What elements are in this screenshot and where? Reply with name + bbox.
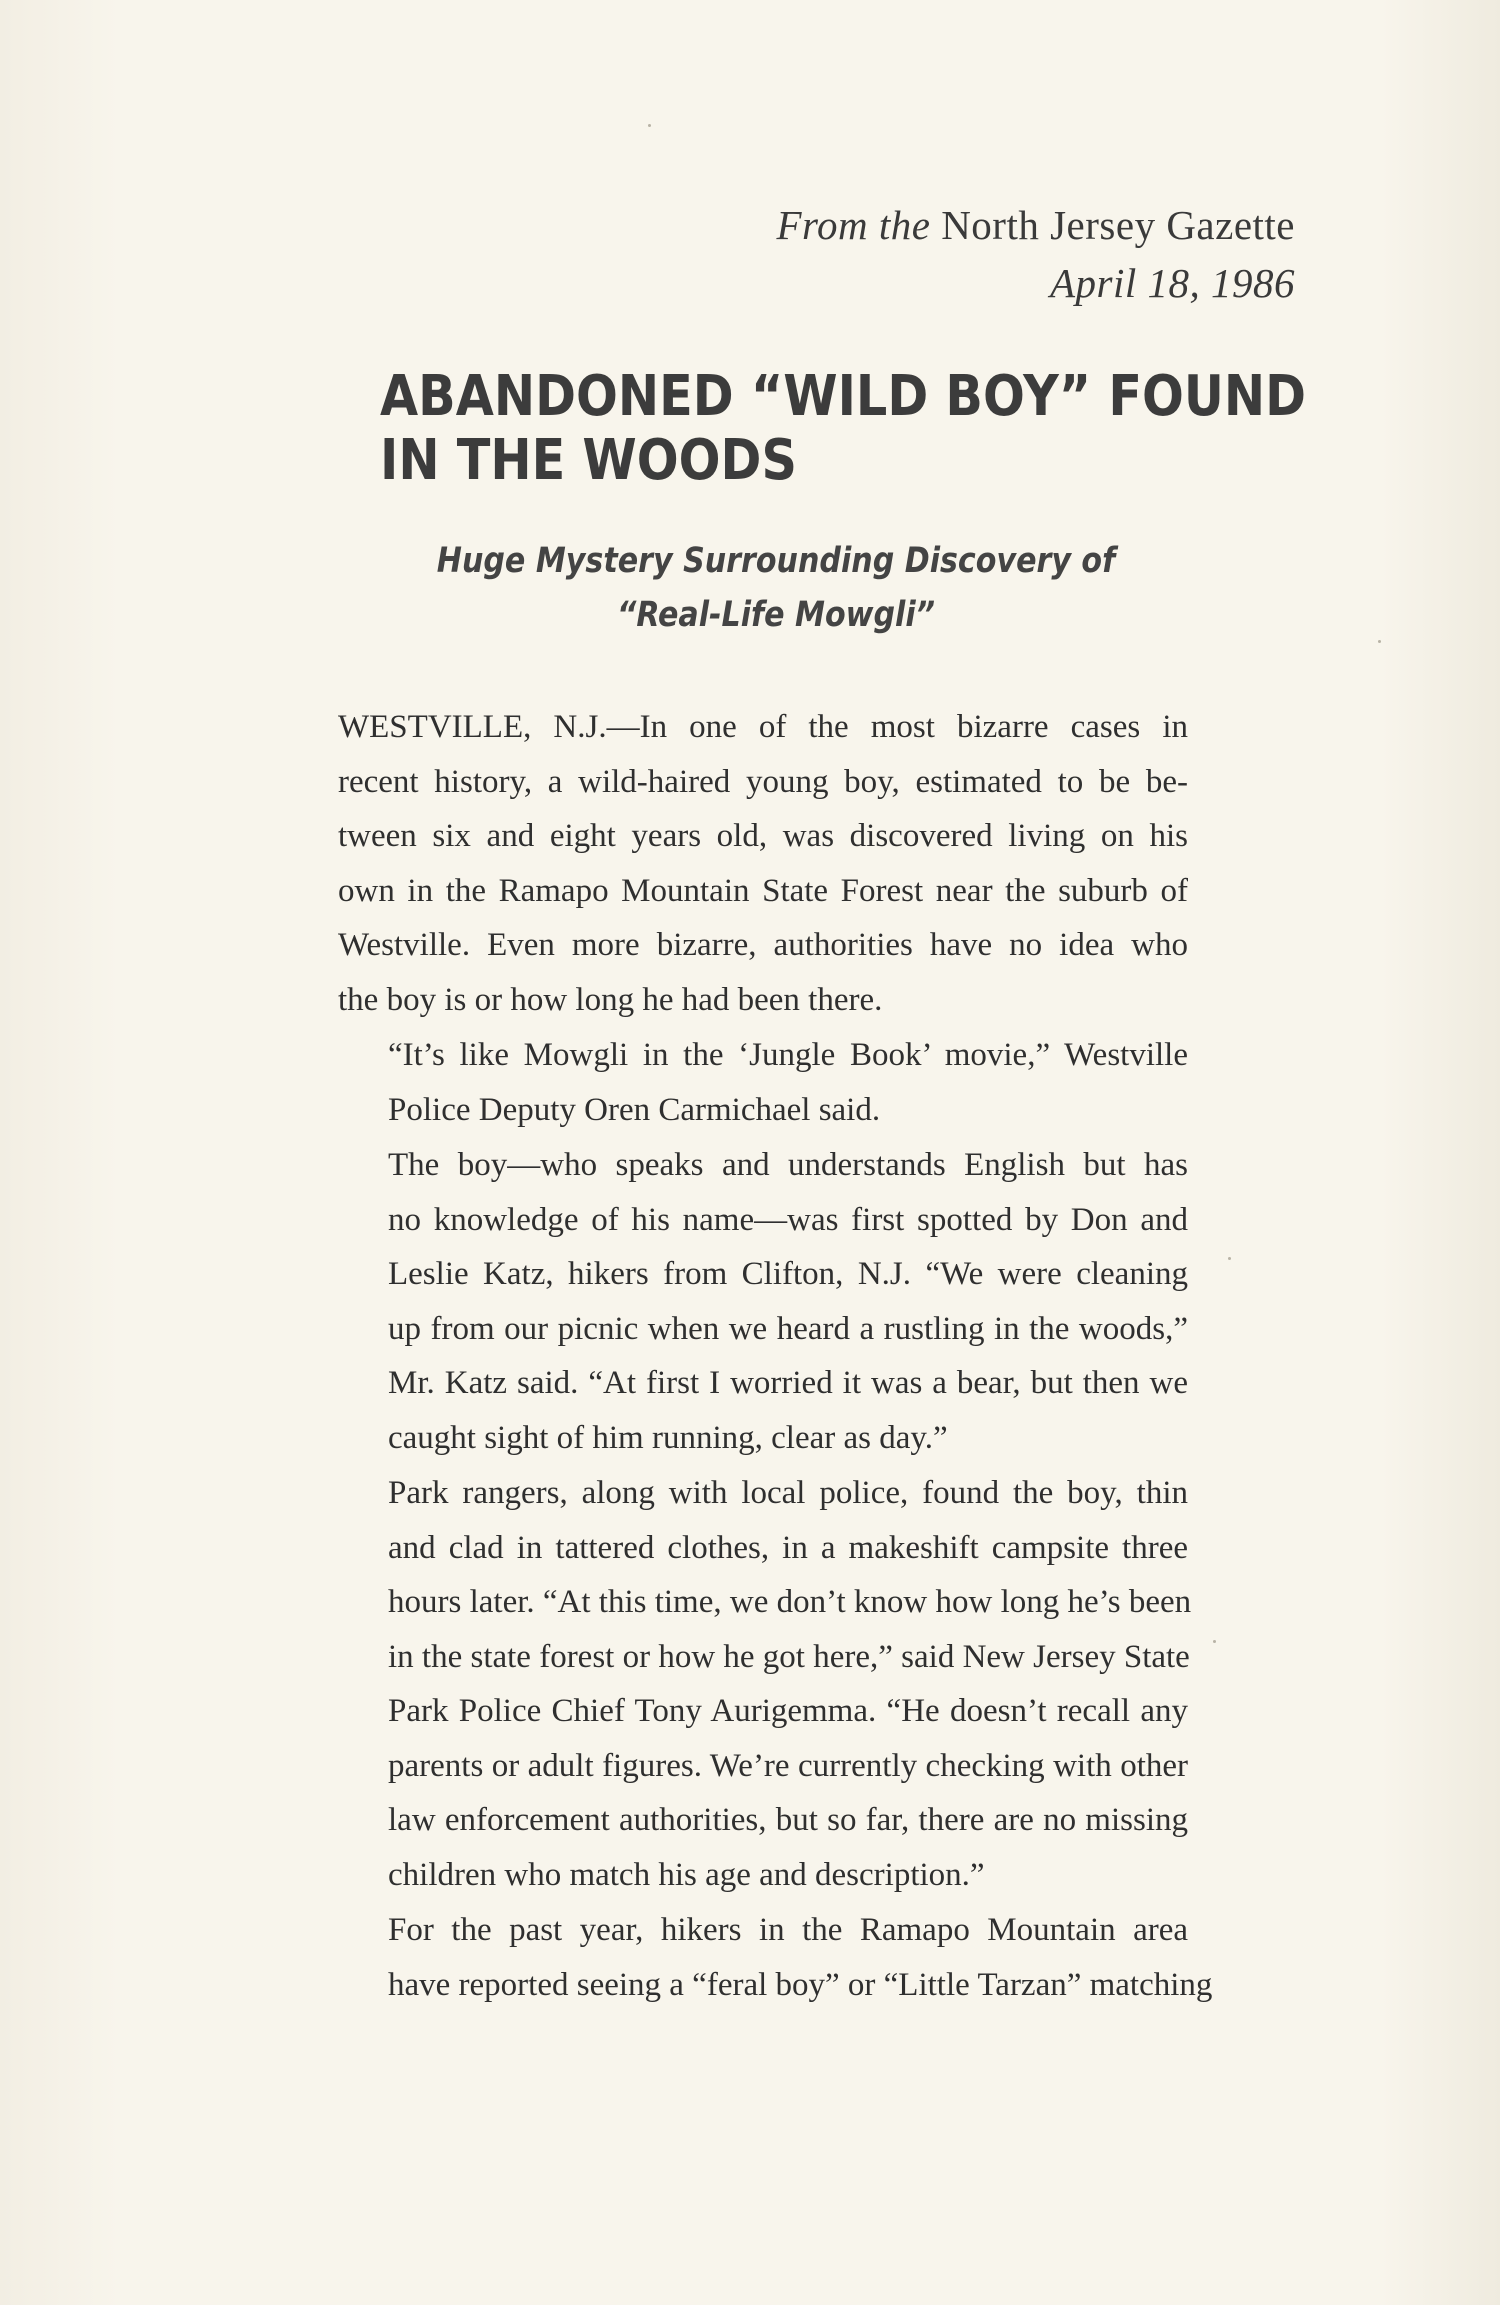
paper-speck (1213, 1640, 1216, 1643)
source-line (777, 196, 1295, 254)
article-line: parents or adult figures. We’re currently checking with other (388, 1747, 1188, 1784)
source-credit (777, 196, 1295, 312)
article-line: “It’s like Mowgli in the ‘Jungle Book’ movie,” Westville (388, 1037, 1188, 1073)
article-line: no knowledge of his name—was first spotted by Don and (388, 1201, 1188, 1238)
article-paragraph (338, 1903, 1213, 2012)
paper-speck (1378, 640, 1381, 643)
article-line: Park Police Chief Tony Aurigemma. “He doesn’t recall any (388, 1693, 1188, 1729)
subheadline (432, 534, 1120, 642)
article-body (338, 700, 1213, 2013)
article-line: WESTVILLE, N.J.—In one of the most bizarre cases in (338, 709, 1188, 745)
article-line: law enforcement authorities, but so far, there are no missing (388, 1802, 1188, 1838)
article-line: For the past year, hikers in the Ramapo Mountain area (388, 1912, 1188, 1948)
article-line: recent history, a wild-haired young boy, estimated to be be- (338, 763, 1188, 800)
article-line: caught sight of him running, clear as day.” (388, 1419, 948, 1456)
article-line: have reported seeing a “feral boy” or “Little Tarzan” matching (388, 1966, 1213, 2003)
headline (380, 364, 1307, 493)
article-paragraph (338, 1028, 1188, 1137)
article-paragraph (338, 1466, 1192, 1902)
publication-date: April 18, 1986 (1049, 260, 1295, 306)
publication-name: North Jersey Gazette (941, 202, 1295, 248)
source-prefix: From the (776, 202, 931, 248)
article-paragraph (338, 700, 1188, 1027)
paper-speck (648, 124, 651, 127)
headline-line-2: IN THE WOODS (380, 428, 797, 493)
paper-speck (1228, 1257, 1231, 1260)
article-line: hours later. “At this time, we don’t know how long he’s been (388, 1584, 1192, 1620)
article-line: children who match his age and description.” (388, 1856, 985, 1893)
article-line: up from our picnic when we heard a rustling in the woods,” (388, 1310, 1188, 1347)
headline-line-1: ABANDONED “WILD BOY” FOUND (380, 364, 1307, 429)
article-line: Westville. Even more bizarre, authorities have no idea who (338, 927, 1188, 963)
article-line: tween six and eight years old, was discovered living on his (338, 818, 1188, 854)
article-line: The boy—who speaks and understands English but has (388, 1147, 1188, 1183)
article-line: own in the Ramapo Mountain State Forest near the suburb of (338, 872, 1188, 909)
article-line: and clad in tattered clothes, in a makeshift campsite three (388, 1529, 1188, 1566)
article-line: Police Deputy Oren Carmichael said. (388, 1091, 881, 1128)
article-line: Mr. Katz said. “At first I worried it was a bear, but then we (388, 1365, 1188, 1401)
subhead-line-1: Huge Mystery Surrounding Discovery of (436, 541, 1116, 581)
article-line: the boy is or how long he had been there. (338, 981, 883, 1018)
subhead-line-2: “Real-Life Mowgli” (616, 595, 936, 635)
article-line: Leslie Katz, hikers from Clifton, N.J. “We were cleaning (388, 1256, 1188, 1292)
article-line: in the state forest or how he got here,” said New Jersey State (388, 1638, 1190, 1675)
article-paragraph (338, 1138, 1188, 1465)
article-line: Park rangers, along with local police, found the boy, thin (388, 1475, 1188, 1511)
